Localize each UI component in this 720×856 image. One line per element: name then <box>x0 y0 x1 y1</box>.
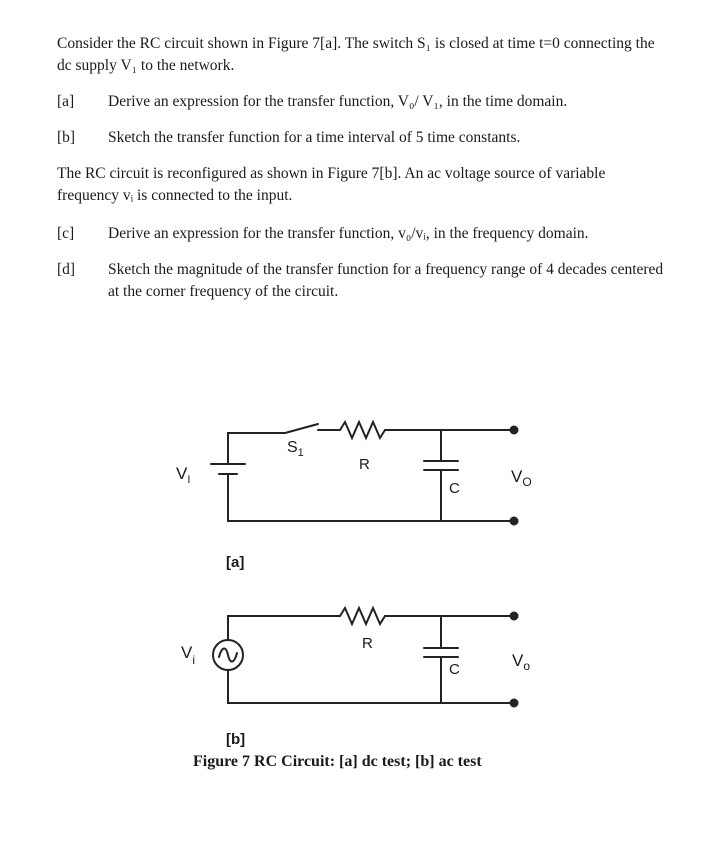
fig-b-resistor-label: R <box>362 635 373 652</box>
intro-line-2: dc supply V₁ to the network. <box>57 57 235 74</box>
figure-caption: Figure 7 RC Circuit: [a] dc test; [b] ac test <box>193 753 482 770</box>
question-d-label: [d] <box>57 261 76 278</box>
resistor-a-zigzag <box>340 422 385 438</box>
fig-b-source-label: $V_i$ <box>181 643 196 667</box>
fig-a-source-label: $V_I$ <box>176 464 191 486</box>
terminal-a-top <box>511 427 518 434</box>
reconfig-line-1: The RC circuit is reconfigured as shown in Figure 7[b]. An ac voltage source of variable <box>57 165 606 182</box>
question-d-text-line-1: Sketch the magnitude of the transfer function for a frequency range of 4 decades centered <box>108 261 664 278</box>
fig-b-output-label: $V_o$ <box>512 651 531 673</box>
figure-b-circuit <box>213 608 514 703</box>
question-b-text: Sketch the transfer function for a time interval of 5 time constants. <box>108 129 521 146</box>
wire-b-top-left <box>228 616 340 640</box>
terminal-b-bottom <box>511 700 518 707</box>
wire-b-bottom <box>228 670 514 703</box>
fig-b-tag: [b] <box>226 731 246 748</box>
ac-source-sine <box>219 648 237 661</box>
wire-a-top-left <box>228 433 285 464</box>
fig-a-tag: [a] <box>226 554 245 571</box>
question-d-text-line-2: at the corner frequency of the circuit. <box>108 283 339 300</box>
question-c-text: Derive an expression for the transfer function, v₀/vᵢ, in the frequency domain. <box>108 225 589 242</box>
fig-a-switch-label: $S_1$ <box>287 439 304 459</box>
fig-a-output-label: $V_O$ <box>511 467 532 489</box>
fig-a-resistor-label: R <box>359 456 370 473</box>
question-a-label: [a] <box>57 93 75 110</box>
terminal-a-bottom <box>511 518 518 525</box>
intro-line-1: Consider the RC circuit shown in Figure 7[a]. The switch S₁ is closed at time t=0 connecting the <box>57 35 655 52</box>
fig-b-capacitor-label: C <box>449 661 460 678</box>
reconfig-line-2: frequency vᵢ is connected to the input. <box>57 187 293 204</box>
question-c-label: [c] <box>57 225 75 242</box>
resistor-b-zigzag <box>340 608 385 624</box>
wire-a-bottom <box>228 474 514 521</box>
terminal-b-top <box>511 613 518 620</box>
switch-blade <box>285 424 318 433</box>
fig-a-capacitor-label: C <box>449 480 460 497</box>
question-a-text: Derive an expression for the transfer function, V₀/ V₁, in the time domain. <box>108 93 568 110</box>
question-b-label: [b] <box>57 129 76 146</box>
